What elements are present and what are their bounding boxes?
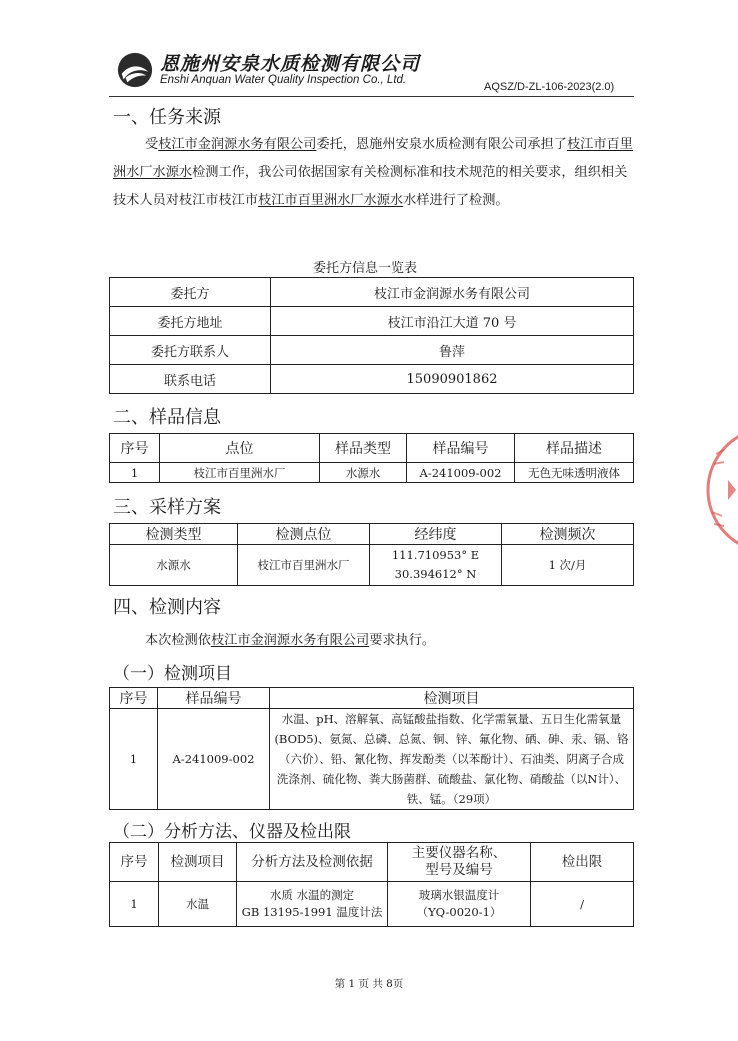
section-4-paragraph [113,627,635,655]
header-divider [109,96,634,97]
para-text: 本次检测依 [145,633,211,648]
sample-info-table [109,433,634,483]
table-cell: 1 [110,463,160,483]
instrument-line: 玻璃水银温度计 [418,888,500,902]
instrument-cell [388,882,531,927]
table-cell: 枝江市金润源水务有限公司 [271,278,634,307]
test-items-table [109,687,634,810]
document-code: AQSZ/D-ZL-106-2023(2.0) [484,81,615,93]
table-cell: 联系电话 [110,365,271,394]
sampling-plan-table [109,523,634,586]
table-cell: / [531,882,634,927]
method-cell [237,882,388,927]
method-line: 水质 水温的测定 [269,888,355,902]
table-header-cell: 主要仪器名称、型号及编号 [388,843,531,882]
table-cell: 15090901862 [271,365,634,394]
client-name: 枝江市金润源水务有限公司 [210,633,370,648]
seal-stamp-icon [700,420,738,560]
longitude: 111.710953° E [391,548,480,562]
para-text: 要求执行。 [369,633,436,648]
table-cell: 枝江市百里洲水厂 [160,463,320,483]
para-text: 检测工作，我公司依据国家有关检测标准和技术规范的相关要求，组织相关技术人员对枝江市枝江市 [113,165,628,208]
sample-site: 枝江市百里洲水厂水源水 [113,137,633,180]
table-header-row [110,688,634,709]
table-header-cell: 样品编号 [407,434,515,463]
method-line: GB 13195-1991 温度计法 [241,905,383,919]
table-row [110,307,634,336]
table-cell: A-241009-002 [407,463,515,483]
page-number: 第 1 页 共 8页 [334,978,404,990]
table-row [110,709,634,810]
table-header-cell: 检测频次 [502,524,634,545]
section-2-title: 二、样品信息 [113,407,221,428]
table-row [110,882,634,927]
client-name: 枝江市金润源水务有限公司 [158,137,317,152]
para-text: 受 [145,137,159,152]
table-header-cell: 样品描述 [515,434,634,463]
table-cell: 枝江市沿江大道 70 号 [271,307,634,336]
company-name-en: Enshi Anquan Water Quality Inspection Co., Ltd. [160,74,407,86]
table-row [110,463,634,483]
table-cell: 无色无味透明液体 [515,463,634,483]
table-cell: 委托方 [110,278,271,307]
section-1-paragraph [113,131,635,215]
table-cell: 1 次/月 [502,545,634,586]
table-header-cell: 检测项目 [270,688,634,709]
table-header-row [110,434,634,463]
table-header-cell: 检测项目 [159,843,237,882]
section-4-title: 四、检测内容 [113,597,221,618]
table-header-cell: 样品类型 [320,434,407,463]
table-header-cell: 序号 [110,688,158,709]
table-row [110,336,634,365]
section-3-title: 三、采样方案 [113,497,221,518]
company-logo-icon [116,51,154,89]
test-items-list: 水温、pH、溶解氧、高锰酸盐指数、化学需氧量、五日生化需氧量(BOD5)、氨氮、总磷、总氮、铜、锌、氟化物、硒、砷、汞、镉、铬（六价）、铅、氰化物、挥发酚类（以苯酚计）、石油类、阴离子合成洗涤剂、硫化物、粪大肠菌群、硫酸盐、氯化物、硝酸盐（以N计）、铁、锰。（29项） [270,709,634,810]
table-header-cell: 分析方法及检测依据 [237,843,388,882]
subsection-1-title: （一）检测项目 [113,664,232,684]
table-cell: 水源水 [110,545,238,586]
sample-site: 枝江市百里洲水厂水源水 [258,193,404,208]
table-header-cell: 检测类型 [110,524,238,545]
client-table-caption: 委托方信息一览表 [313,261,418,276]
table-header-cell: 检出限 [531,843,634,882]
latitude: 30.394612° N [394,567,477,581]
table-row [110,545,634,586]
table-cell: 委托方地址 [110,307,271,336]
table-header-row [110,524,634,545]
instrument-line: （YQ-0020-1） [416,905,502,919]
table-row [110,365,634,394]
table-cell: 鲁萍 [271,336,634,365]
table-header-cell: 经纬度 [370,524,502,545]
company-name-cn: 恩施州安泉水质检测有限公司 [160,53,421,75]
table-cell: 水温 [159,882,237,927]
table-cell: 1 [110,709,158,810]
table-header-cell: 序号 [110,434,160,463]
table-header-row [110,843,634,882]
table-header-cell: 样品编号 [158,688,270,709]
section-1-title: 一、任务来源 [113,107,221,128]
table-cell: 1 [110,882,159,927]
table-cell: 委托方联系人 [110,336,271,365]
methods-table [109,842,634,927]
table-row [110,278,634,307]
table-cell: 水源水 [320,463,407,483]
para-text: 水样进行了检测。 [403,193,509,208]
table-cell: A-241009-002 [158,709,270,810]
para-text: 委托，恩施州安泉水质检测有限公司承担了 [316,137,567,152]
table-cell: 枝江市百里洲水厂 [238,545,370,586]
client-info-table [109,277,634,394]
coordinates-cell [370,545,502,586]
table-header-cell: 序号 [110,843,159,882]
table-header-cell: 点位 [160,434,320,463]
subsection-2-title: （二）分析方法、仪器及检出限 [113,822,351,842]
table-header-cell: 检测点位 [238,524,370,545]
